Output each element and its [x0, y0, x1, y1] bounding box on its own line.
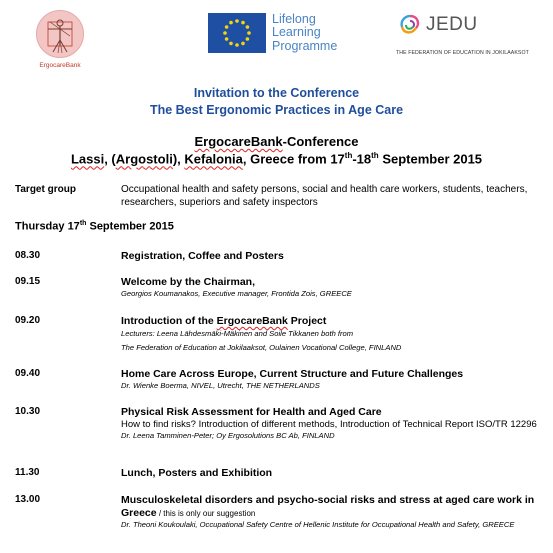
llp-line-3: Programme [272, 38, 338, 53]
eu-flag-icon [208, 13, 266, 53]
llp-line-2: Learning [272, 25, 321, 40]
agenda-speaker: Dr. Theoni Koukoulaki, Occupational Safety Centre of Hellenic Institute for Occupational Health and Safety, GREECE [121, 520, 515, 529]
agenda-time: 10.30 [15, 406, 41, 417]
agenda-title [121, 315, 541, 328]
agenda-speaker: The Federation of Education at Jokilaaksot, Oulainen Vocational College, FINLAND [121, 343, 402, 352]
date-sup-2: th [371, 151, 379, 160]
agenda-title-mark: ErgocareBank [216, 315, 288, 327]
agenda-title-post: Project [287, 315, 327, 327]
lifelong-learning-logo [208, 13, 360, 55]
day-prefix: Thursday 17 [15, 220, 80, 233]
agenda-time: 08.30 [15, 250, 41, 261]
agenda-title-text: Musculoskeletal disorders and psycho-social risks and stress at aged care work in Greece [121, 494, 535, 519]
agenda-body [121, 315, 541, 353]
logo-bar [0, 0, 553, 74]
agenda-time: 09.40 [15, 368, 41, 379]
agenda-title: Home Care Across Europe, Current Structure and Future Challenges [121, 368, 464, 380]
day-sup: th [79, 220, 87, 227]
agenda-body [121, 467, 541, 480]
agenda-time: 09.15 [15, 276, 41, 287]
target-group-text: Occupational health and safety persons, social and health care workers, students, teachers, researchers, superiors and safety inspectors [121, 184, 528, 208]
date-rest: September 2015 [378, 151, 483, 167]
jedu-logo [396, 10, 546, 66]
location-rest: , Greece from 17 [242, 151, 345, 167]
lifelong-learning-text [272, 13, 337, 53]
invitation-subtitle: The Best Ergonomic Practices in Age Care [149, 103, 404, 117]
agenda-title: Registration, Coffee and Posters [121, 250, 284, 262]
location-sep-2: ), [172, 151, 185, 167]
agenda-time: 11.30 [15, 467, 40, 478]
agenda-speaker: Dr. Leena Tamminen-Peter; Oy Ergosolutions BC Ab, FINLAND [121, 431, 335, 440]
conference-name-suffix: -Conference [282, 134, 359, 149]
agenda-title [121, 494, 541, 520]
location-lassi: Lassi [70, 151, 105, 167]
agenda-speaker: Lecturers: Leena Lähdesmäki-Mäkinen and Soile Tikkanen both from [121, 329, 354, 338]
jedu-name: JEDU [426, 14, 478, 35]
agenda-body [121, 368, 541, 391]
conference-name [0, 134, 553, 149]
ergocarebank-logo [34, 10, 86, 74]
agenda-time: 13.00 [15, 494, 41, 505]
vitruvian-man-icon [36, 10, 84, 58]
target-group-label: Target group [15, 184, 76, 195]
agenda-title-pre: Introduction of the [121, 315, 217, 327]
agenda-speaker: Georgios Koumanakos, Executive manager, Frontida Zois, GREECE [121, 289, 352, 298]
agenda-title: Physical Risk Assessment for Health and Aged Care [121, 406, 382, 418]
conference-name-main: ErgocareBank [194, 134, 283, 149]
agenda-title: Lunch, Posters and Exhibition [121, 467, 273, 479]
llp-line-1: Lifelong [272, 12, 316, 26]
conference-location-date [0, 151, 553, 166]
agenda-title: Welcome by the Chairman, [121, 276, 256, 288]
agenda-body [121, 250, 541, 263]
invitation-title: Invitation to the Conference [193, 86, 360, 100]
location-argostoli: Argostoli [115, 151, 173, 167]
agenda-speaker: Dr. Wienke Boerma, NIVEL, Utrecht, THE NETHERLANDS [121, 381, 320, 390]
date-dash: -18 [352, 151, 372, 167]
agenda-body [121, 276, 541, 299]
jedu-subtitle: THE FEDERATION OF EDUCATION IN JOKILAAKSOT [396, 50, 529, 56]
agenda-description: How to find risks? Introduction of different methods, Introduction of Technical Report ISO/TR 12296 [121, 419, 537, 430]
agenda-note: / this is only our suggestion [156, 509, 256, 518]
day-heading [15, 220, 174, 233]
agenda-body [121, 406, 541, 441]
jedu-swirl-icon [396, 12, 424, 42]
agenda-time: 09.20 [15, 315, 41, 326]
ergocarebank-caption: ErgocareBank [39, 62, 81, 69]
date-sup-1: th [344, 151, 353, 160]
agenda-body [121, 494, 541, 530]
day-suffix: September 2015 [86, 220, 174, 233]
location-sep-1: , ( [104, 151, 116, 167]
location-kefalonia: Kefalonia [184, 151, 243, 167]
